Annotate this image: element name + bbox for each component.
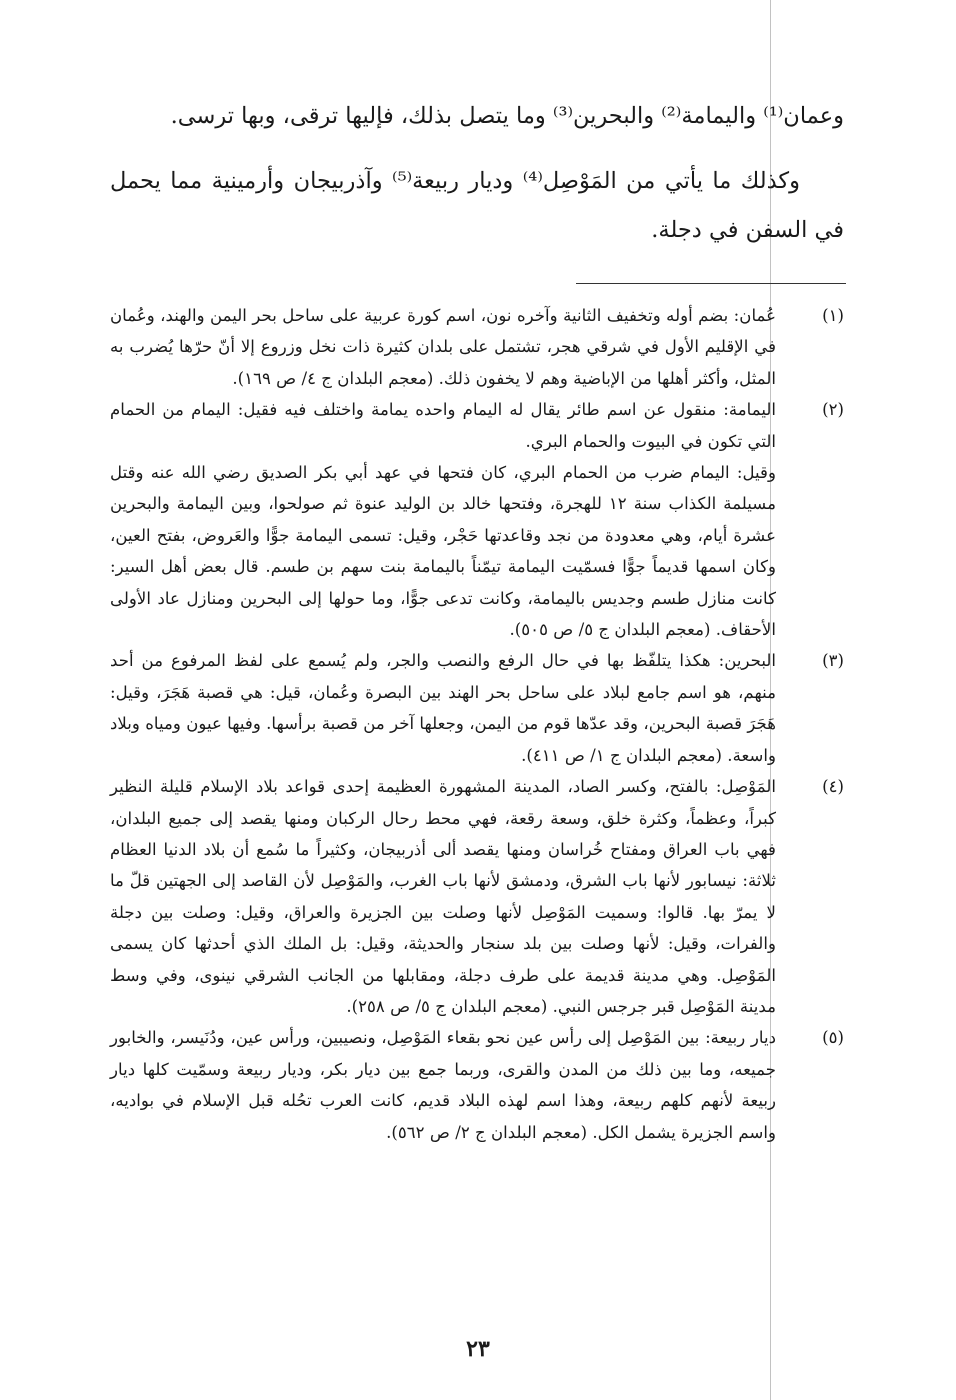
footnote-3 xyxy=(110,645,844,771)
footnote-text: اليمامة: منقول عن اسم طائر يقال له اليمام واحده يمامة واختلف فيه فقيل: اليمام من الحمام التي تكون في البيوت والحمام البري. xyxy=(110,400,776,451)
footnote-number: (٥) xyxy=(822,1028,844,1048)
footnote-text: البحرين: هكذا يتلفّظ بها في حال الرفع والنصب والجر، ولم يُسمع على لفظ المرفوع من أحد منهم، هو اسم جامع لبلاد على ساحل بحر الهند بين البصرة وعُمان، قيل: هي قصبة هَجَرَ، وقيل: هَجَرَ قصبة البحرين، وقد عدّها قوم من اليمن، وجعلها آخر من قصبة برأسها. وفيها عيون ومياه وبلاد واسعة. (معجم البلدان ج ١/ ص ٤١١). xyxy=(110,651,776,765)
footnote-text: المَوْصِل: بالفتح، وكسر الصاد، المدينة المشهورة العظيمة إحدى قواعد بلاد الإسلام قليلة النظير كبراً، وعظماً، وكثرة خلق، وسعة رقعة، فهي محط رحال الركبان ومنها يقصد إلى جميع البلدان، فهي باب العراق ومفتاح خُراسان ومنها يقصد ألى أذربيجان، وكثيراً ما سُمع أن بلاد الدنيا العظام ثلاثة: نيسابور لأنها باب الشرق، ودمشق لأنها باب الغرب، والمَوْصِل لأن القاصد إلى الجهتين قلّ ما لا يمرّ بها. قالوا: وسميت المَوْصِل لأنها وصلت بين الجزيرة والعراق، وقيل: وصلت بين دجلة والفرات، وقيل: لأنها وصلت بين بلد سنجار والحديثة، وقيل: بل الملك الذي أحدثها كان يسمى المَوْصِل. وهي مدينة قديمة على طرف دجلة، ومقابلها من الجانب الشرقي نينوى، وفي وسط مدينة المَوْصِل قبر جرجس النبي. (معجم البلدان ج ٥/ ص ٢٥٨). xyxy=(110,777,776,1016)
main-text xyxy=(110,92,844,255)
footnote-number: (٣) xyxy=(822,651,844,671)
page-number: ٢٣ xyxy=(466,1336,490,1362)
footnote-number: (٢) xyxy=(822,400,844,420)
footnote-5 xyxy=(110,1022,844,1148)
footnotes xyxy=(110,300,844,1148)
main-paragraph: وعمان⁽¹⁾ واليمامة⁽²⁾ والبحرين⁽³⁾ وما يتصل بذلك، فإليها ترقى، وبها ترسى. xyxy=(170,103,844,129)
footnote-number: (٤) xyxy=(822,777,844,797)
footnote-2 xyxy=(110,394,844,645)
footnote-1 xyxy=(110,300,844,394)
footnote-divider xyxy=(576,283,846,284)
footnote-number: (١) xyxy=(822,306,844,325)
footnote-4 xyxy=(110,771,844,1022)
footnote-text: عُمان: بضم أوله وتخفيف الثانية وآخره نون، اسم كورة عربية على ساحل بحر اليمن والهند، وعُمان في الإقليم الأول في شرقي هجر، تشتمل على بلدان كثيرة ذات نخل وزروع إلا أنّ حرّها يُضرب به المثل، وأكثر أهلها من الإباضية وهم لا يخفون ذلك. (معجم البلدان ج ٤/ ص ١٦٩). xyxy=(110,306,776,388)
main-paragraph: وكذلك ما يأتي من المَوْصِل⁽⁴⁾ وديار ربيعة⁽⁵⁾ وآذربيجان وأرمينية مما يحمل في السفن في دجلة. xyxy=(110,168,844,243)
footnote-text: وقيل: اليمام ضرب من الحمام البري، كان فتحها في عهد أبي بكر الصديق رضي الله عنه وقتل مسيلمة الكذاب سنة ١٢ للهجرة، وفتحها خالد بن الوليد عنوة ثم صولحوا، وبين اليمامة والبحرين عشرة أيام، وهي معدودة من نجد وقاعدتها حَجْر، وقيل: تسمى اليمامة جوًّا والعَروض، بفتح العين، وكان اسمها قديماً جوًّا فسمّيت اليمامة تيمّناً باليمامة بنت سهم بن طسم. قال بعض أهل السير: كانت منازل طسم وجديس باليمامة، وكانت تدعى جوًّا، وما حولها إلى البحرين ومنازل عاد الأولى الأحقاف. (معجم البلدان ج ٥/ ص ٥٠٥). xyxy=(110,463,776,640)
footnote-text: ديار ربيعة: بين المَوْصِل إلى رأس عين نحو بقعاء المَوْصِل، ونصيبين، ورأس عين، ودُنَيسر، والخابور جميعه، وما بين ذلك من المدن والقرى، وربما جمع بين ديار بكر، وديار ربيعة وسمّيت كلها ديار ربيعة لأنهم كلهم ربيعة، وهذا اسم لهذه البلاد قديم، كانت العرب تحُله قبل الإسلام في بواديه، واسم الجزيرة يشمل الكل. (معجم البلدان ج ٢/ ص ٥٦٢). xyxy=(110,1028,776,1142)
